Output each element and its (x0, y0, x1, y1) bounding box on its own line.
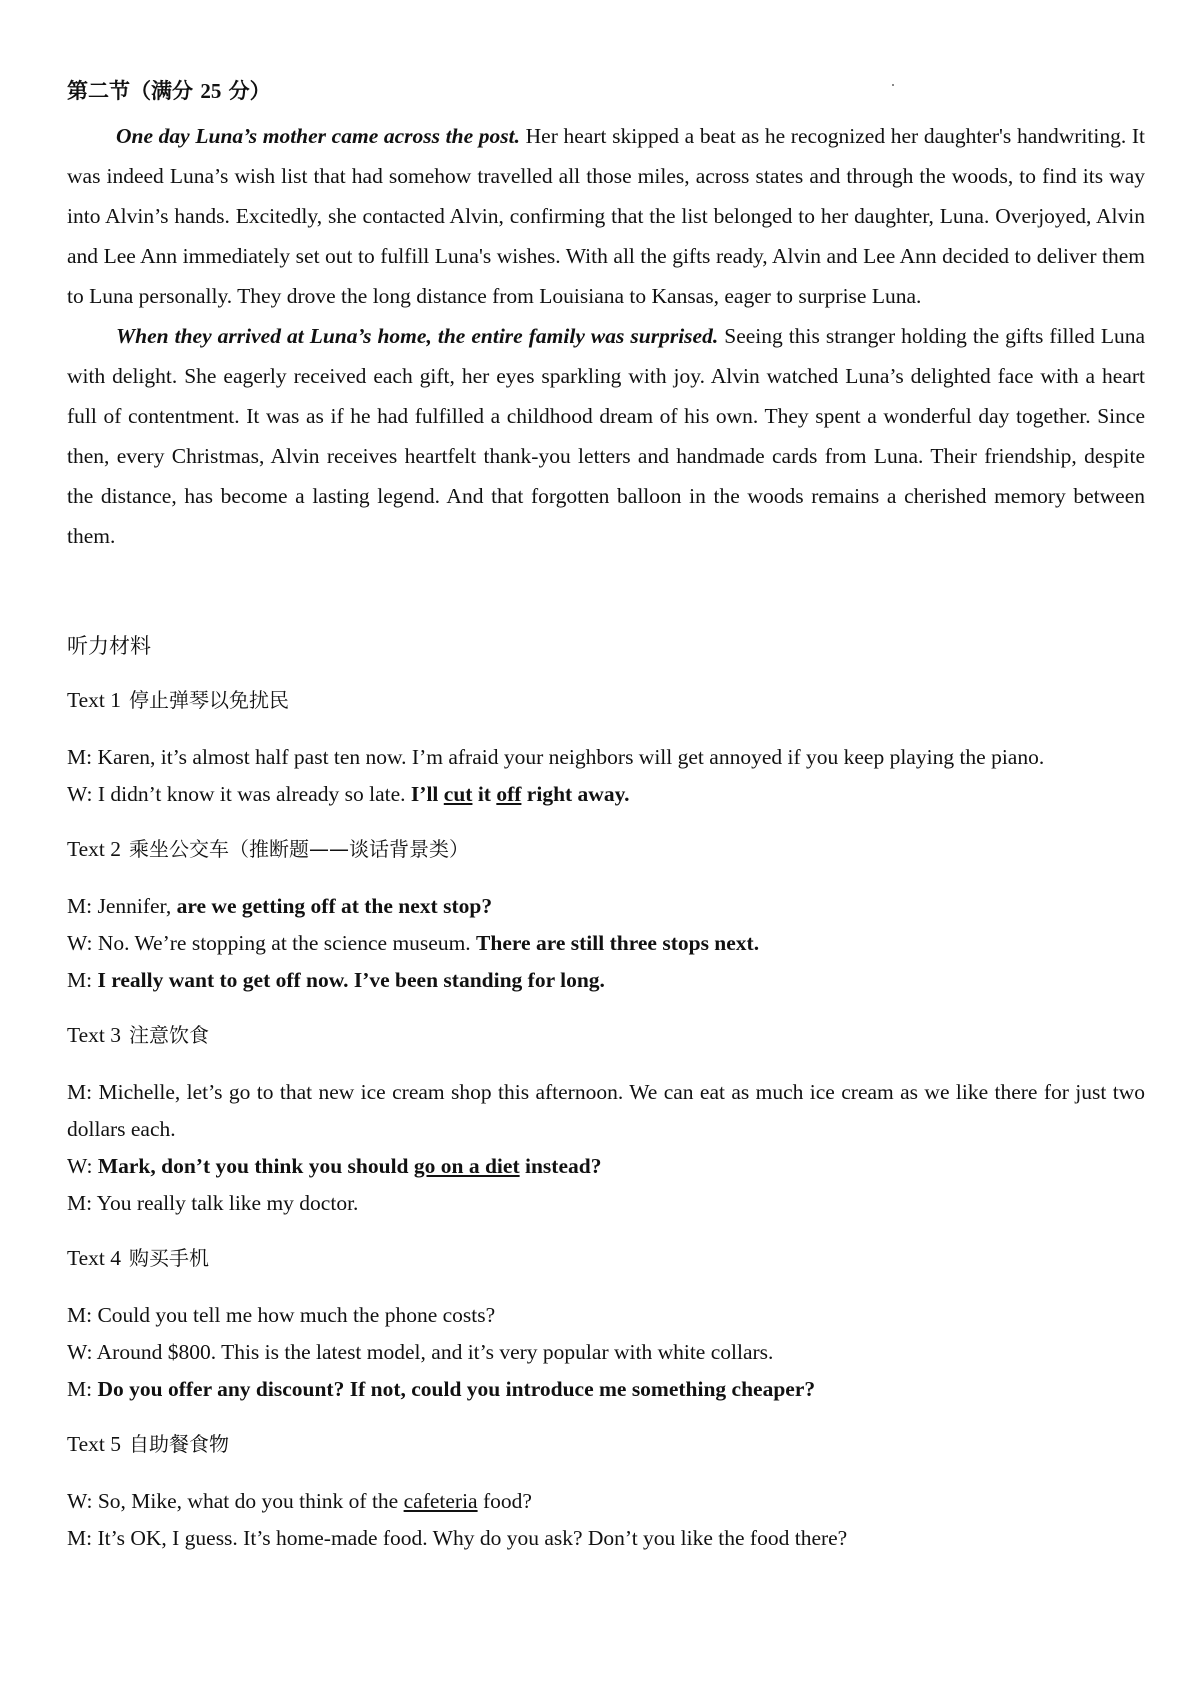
text-2-number: Text 2 (67, 837, 122, 861)
text-4-dialogue (67, 1297, 1145, 1408)
paragraph-1-body: Her heart skipped a beat as he recognized her daughter's handwriting. It was indeed Luna’s wish list that had somehow travelled all those miles, across states and through the woods, to find its way into Alvin’s hands. Excitedly, she contacted Alvin, confirming that the list belonged to her daughter, Luna. Overjoyed, Alvin and Lee Ann immediately set out to fulfill Luna's wishes. With all the gifts ready, Alvin and Lee Ann decided to deliver them to Luna personally. They drove the long distance from Louisiana to Kansas, eager to surprise Luna. (67, 124, 1145, 308)
section-title (67, 76, 1145, 106)
text-5-topic: 自助餐食物 (129, 1432, 230, 1456)
text-3-label (67, 1020, 1145, 1050)
dialogue-line: W: Around $800. This is the latest model, and it’s very popular with white collars. (67, 1340, 774, 1364)
dialogue-line: W: So, Mike, what do you think of the cafeteria food? (67, 1489, 532, 1513)
text-5-dialogue (67, 1483, 1145, 1557)
dialogue-line: M: Karen, it’s almost half past ten now. I’m afraid your neighbors will get annoyed if you keep playing the piano. (67, 745, 1045, 769)
text-2-label (67, 834, 1145, 864)
section-title-suffix: 分） (221, 79, 271, 103)
text-4-topic: 购买手机 (129, 1246, 210, 1270)
text-1-topic: 停止弹琴以免扰民 (129, 688, 290, 712)
dialogue-line: M: Could you tell me how much the phone costs? (67, 1303, 496, 1327)
paragraph-2-body: Seeing this stranger holding the gifts filled Luna with delight. She eagerly received each gift, her eyes sparkling with joy. Alvin watched Luna’s delighted face with a heart full of contentment. It was as if he had fulfilled a childhood dream of his own. They spent a wonderful day together. Since then, every Christmas, Alvin receives heartfelt thank-you letters and handmade cards from Luna. Their friendship, despite the distance, has become a lasting legend. And that forgotten balloon in the woods remains a cherished memory between them. (67, 324, 1145, 548)
dialogue-line: M: You really talk like my doctor. (67, 1191, 359, 1215)
dialogue-line: M: It’s OK, I guess. It’s home-made food. Why do you ask? Don’t you like the food there? (67, 1526, 848, 1550)
text-5-label (67, 1429, 1145, 1459)
dialogue-line: M: I really want to get off now. I’ve been standing for long. (67, 968, 605, 992)
paragraph-1-lead: One day Luna’s mother came across the post. (116, 124, 521, 148)
text-2-topic: 乘坐公交车（推断题——谈话背景类） (129, 837, 470, 861)
paragraph-2-lead: When they arrived at Luna’s home, the entire family was surprised. (116, 324, 719, 348)
text-1-number: Text 1 (67, 688, 122, 712)
text-5-number: Text 5 (67, 1432, 122, 1456)
dialogue-line: W: I didn’t know it was already so late. I’ll cut it off right away. (67, 782, 630, 806)
text-1-dialogue (67, 739, 1145, 813)
listening-heading: 听力材料 (67, 634, 151, 658)
text-4-number: Text 4 (67, 1246, 122, 1270)
story-paragraph-1 (67, 116, 1145, 316)
dialogue-line: W: Mark, don’t you think you should go on a diet instead? (67, 1154, 602, 1178)
dialogue-line: W: No. We’re stopping at the science museum. There are still three stops next. (67, 931, 760, 955)
text-3-number: Text 3 (67, 1023, 122, 1047)
text-4-label (67, 1243, 1145, 1273)
section-title-prefix: 第二节（满分 (67, 79, 201, 103)
text-2-dialogue (67, 888, 1145, 999)
story-paragraph-2 (67, 316, 1145, 556)
text-3-dialogue (67, 1074, 1145, 1222)
dialogue-line: M: Jennifer, are we getting off at the next stop? (67, 894, 493, 918)
text-1-label (67, 685, 1145, 715)
text-3-topic: 注意饮食 (129, 1023, 210, 1047)
section-score: 25 (200, 79, 222, 103)
document-page (67, 76, 1145, 1578)
dialogue-line: M: Michelle, let’s go to that new ice cream shop this afternoon. We can eat as much ice cream as we like there for just two dollars each. (67, 1080, 1145, 1141)
dialogue-line: M: Do you offer any discount? If not, could you introduce me something cheaper? (67, 1377, 816, 1401)
